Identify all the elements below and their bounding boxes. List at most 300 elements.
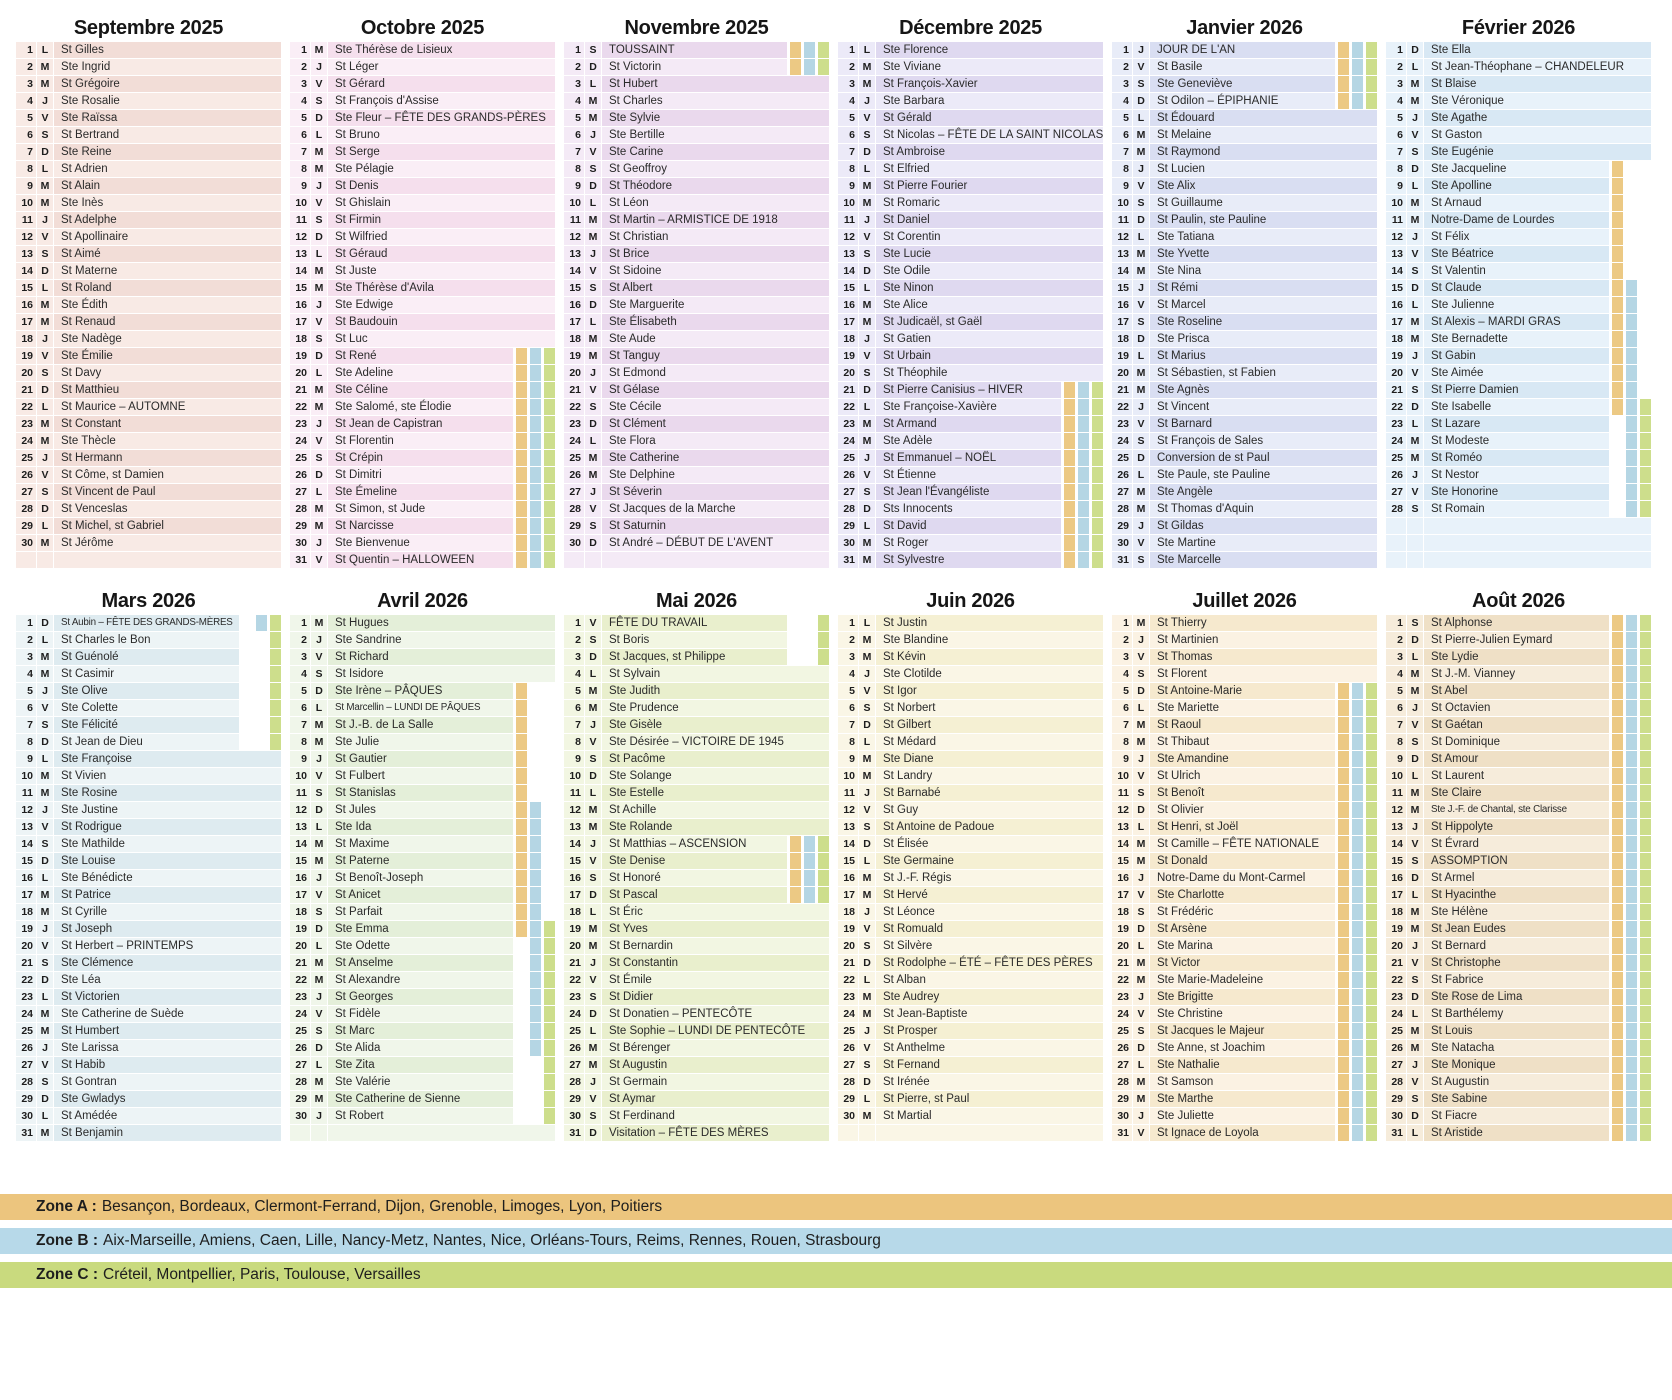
day-number: 2 <box>1386 632 1406 648</box>
day-row <box>290 552 555 568</box>
day-number: 30 <box>290 535 310 551</box>
day-row <box>16 751 281 767</box>
saint-name: St Jules <box>328 802 513 818</box>
zone-b-bar <box>804 42 815 58</box>
day-row <box>1112 484 1377 500</box>
day-row <box>1112 42 1377 58</box>
saint-name: St Gaétan <box>1424 717 1609 733</box>
zone-a-bar <box>1612 1125 1623 1141</box>
zone-b-bar <box>530 751 541 767</box>
day-letter: M <box>37 1125 53 1141</box>
day-number: 30 <box>838 1108 858 1124</box>
saint-name: St Vincent <box>1150 399 1377 415</box>
zone-b-bar <box>1352 1040 1363 1056</box>
saint-name: St Grégoire <box>54 76 281 92</box>
day-letter: V <box>585 853 601 869</box>
zone-a-bar <box>516 921 527 937</box>
day-row <box>290 212 555 228</box>
zone-b-bar <box>1626 467 1637 483</box>
day-row <box>290 518 555 534</box>
day-number: 15 <box>290 280 310 296</box>
zone-a-bar <box>1338 42 1349 58</box>
day-number: 14 <box>564 836 584 852</box>
day-letter: S <box>859 484 875 500</box>
day-row <box>1386 93 1651 109</box>
day-letter: M <box>37 314 53 330</box>
zone-b-bar <box>530 768 541 784</box>
day-number: 25 <box>564 450 584 466</box>
day-number: 3 <box>1386 76 1406 92</box>
day-letter: M <box>37 416 53 432</box>
day-number: 23 <box>564 416 584 432</box>
months-grid-top <box>0 0 1672 569</box>
day-letter: J <box>1133 518 1149 534</box>
day-letter: L <box>585 433 601 449</box>
day-number: 26 <box>1386 467 1406 483</box>
day-number: 23 <box>1386 416 1406 432</box>
day-number: 4 <box>290 93 310 109</box>
zone-a-bar <box>1612 229 1623 245</box>
saint-name: St Jacques, st Philippe <box>602 649 787 665</box>
zone-c-bar <box>1366 1040 1377 1056</box>
day-number: 18 <box>838 904 858 920</box>
saint-name: Ste Tatiana <box>1150 229 1377 245</box>
day-letter: M <box>859 632 875 648</box>
day-letter: L <box>859 734 875 750</box>
saint-name: Ste Marina <box>1150 938 1335 954</box>
saint-name: Ste Émeline <box>328 484 513 500</box>
day-row <box>564 819 829 835</box>
zone-a-bar <box>1064 501 1075 517</box>
zone-c-bar <box>1092 399 1103 415</box>
day-number: 3 <box>838 76 858 92</box>
day-row <box>564 734 829 750</box>
day-row <box>290 683 555 699</box>
zone-c-bar <box>1640 700 1651 716</box>
saint-name: Ste Thérèse de Lisieux <box>328 42 555 58</box>
day-number: 16 <box>16 297 36 313</box>
saint-name: St Matthieu <box>54 382 281 398</box>
day-row <box>838 666 1103 682</box>
saint-name: St Prosper <box>876 1023 1103 1039</box>
zone-c-bar <box>1366 93 1377 109</box>
day-letter: L <box>585 195 601 211</box>
saint-name: St Paterne <box>328 853 513 869</box>
zone-a-bar <box>516 1023 527 1039</box>
day-row <box>1386 666 1651 682</box>
day-row <box>838 42 1103 58</box>
day-letter: V <box>311 76 327 92</box>
day-number: 27 <box>1112 1057 1132 1073</box>
day-number: 29 <box>16 1091 36 1107</box>
day-row <box>564 552 829 568</box>
day-number: 5 <box>16 110 36 126</box>
day-letter: L <box>1133 229 1149 245</box>
saint-name: St Pierre, st Paul <box>876 1091 1103 1107</box>
zone-b-bar <box>1078 518 1089 534</box>
zone-c-bar <box>1640 1125 1651 1141</box>
saint-name: Ste Edwige <box>328 297 555 313</box>
day-letter: J <box>311 751 327 767</box>
saint-name: St Roland <box>54 280 281 296</box>
saint-name: St Raoul <box>1150 717 1335 733</box>
month-mai-2026 <box>564 585 829 1142</box>
saint-name: St Ambroise <box>876 144 1103 160</box>
day-row <box>1386 870 1651 886</box>
day-row <box>838 178 1103 194</box>
day-row <box>838 161 1103 177</box>
saint-name: Ste Bertille <box>602 127 829 143</box>
day-letter: V <box>1407 717 1423 733</box>
day-row <box>290 1091 555 1107</box>
month-title: Mars 2026 <box>101 590 196 612</box>
day-number: 24 <box>290 433 310 449</box>
day-row <box>16 76 281 92</box>
day-row <box>564 178 829 194</box>
day-row <box>564 802 829 818</box>
day-letter: V <box>859 802 875 818</box>
day-number: 17 <box>290 887 310 903</box>
day-letter: L <box>37 399 53 415</box>
day-letter <box>1407 518 1423 534</box>
zone-b-bar <box>1352 955 1363 971</box>
zone-c-bar <box>270 700 281 716</box>
day-number: 27 <box>290 484 310 500</box>
day-letter: V <box>311 887 327 903</box>
day-letter: J <box>1407 938 1423 954</box>
day-letter: D <box>1133 683 1149 699</box>
day-row <box>564 955 829 971</box>
day-number: 14 <box>838 263 858 279</box>
day-number: 8 <box>290 734 310 750</box>
day-row <box>838 802 1103 818</box>
day-letter: D <box>37 615 53 631</box>
saint-name: Ste Ninon <box>876 280 1103 296</box>
zone-c-bar <box>1366 836 1377 852</box>
zone-b-bar <box>1626 700 1637 716</box>
day-row <box>16 1023 281 1039</box>
day-row <box>1112 467 1377 483</box>
zone-b-bar <box>1078 484 1089 500</box>
day-letter: M <box>37 297 53 313</box>
day-row <box>1386 212 1651 228</box>
day-row <box>838 518 1103 534</box>
saint-name: Ste Prisca <box>1150 331 1377 347</box>
day-row <box>838 700 1103 716</box>
day-number: 25 <box>1112 1023 1132 1039</box>
zone-a-bar <box>1612 853 1623 869</box>
zone-a-bar <box>1338 751 1349 767</box>
day-row <box>1386 42 1651 58</box>
day-row <box>838 127 1103 143</box>
day-letter: V <box>37 819 53 835</box>
day-number: 27 <box>564 1057 584 1073</box>
saint-name: St Humbert <box>54 1023 281 1039</box>
day-number: 16 <box>1386 297 1406 313</box>
day-row <box>1386 1091 1651 1107</box>
zone-c-bar <box>818 632 829 648</box>
zone-a-bar <box>516 938 527 954</box>
day-number: 8 <box>1112 734 1132 750</box>
day-letter: V <box>1407 955 1423 971</box>
zone-c-bar <box>1366 870 1377 886</box>
day-row <box>290 836 555 852</box>
saint-name: Ste Juliette <box>1150 1108 1335 1124</box>
day-number: 2 <box>1112 632 1132 648</box>
day-number: 3 <box>564 649 584 665</box>
day-row <box>1386 819 1651 835</box>
day-number: 30 <box>290 1108 310 1124</box>
zone-c-bar <box>1640 989 1651 1005</box>
zones-legend <box>0 1194 1672 1296</box>
day-letter: M <box>1407 1023 1423 1039</box>
zone-c-bar <box>1640 1108 1651 1124</box>
day-number: 10 <box>564 195 584 211</box>
saint-name: St Émile <box>602 972 829 988</box>
day-letter: J <box>37 212 53 228</box>
day-row <box>16 853 281 869</box>
day-letter: J <box>1407 110 1423 126</box>
zone-c-bar <box>1640 887 1651 903</box>
day-number: 9 <box>564 178 584 194</box>
zone-c-bar <box>544 348 555 364</box>
zone-b-bar <box>1626 887 1637 903</box>
day-number: 25 <box>290 450 310 466</box>
day-letter: V <box>311 768 327 784</box>
day-letter: M <box>1133 1091 1149 1107</box>
zone-b-bar <box>804 649 815 665</box>
zone-c-bar <box>544 484 555 500</box>
day-number: 15 <box>838 280 858 296</box>
day-row <box>1386 1006 1651 1022</box>
day-letter: M <box>585 921 601 937</box>
zone-c-bar <box>1092 382 1103 398</box>
zone-b-bar <box>1626 904 1637 920</box>
day-letter: L <box>1133 819 1149 835</box>
day-row <box>564 518 829 534</box>
saint-name: St Marius <box>1150 348 1377 364</box>
day-letter: S <box>37 717 53 733</box>
saint-name: St Marc <box>328 1023 513 1039</box>
zone-a-cities: Besançon, Bordeaux, Clermont-Ferrand, Dijon, Grenoble, Limoges, Lyon, Poitiers <box>101 1198 663 1215</box>
day-number: 29 <box>16 518 36 534</box>
zone-c-bar <box>1366 904 1377 920</box>
day-number <box>1386 552 1406 568</box>
day-letter: D <box>37 972 53 988</box>
saint-name: St Denis <box>328 178 555 194</box>
day-letter: J <box>585 365 601 381</box>
day-row <box>564 399 829 415</box>
day-letter: M <box>585 683 601 699</box>
day-letter: M <box>1133 263 1149 279</box>
day-number: 31 <box>1112 1125 1132 1141</box>
zone-a-bar <box>1338 1006 1349 1022</box>
saint-name <box>1424 535 1651 551</box>
day-number: 24 <box>1112 1006 1132 1022</box>
saint-name: Ste Amandine <box>1150 751 1335 767</box>
day-row <box>838 1057 1103 1073</box>
day-letter: M <box>311 382 327 398</box>
day-letter: J <box>1133 989 1149 1005</box>
saint-name: St Gontran <box>54 1074 281 1090</box>
zone-a-bar <box>1612 632 1623 648</box>
day-row <box>564 1074 829 1090</box>
zone-b-bar <box>530 972 541 988</box>
day-number: 2 <box>290 59 310 75</box>
zone-a-bar <box>1612 178 1623 194</box>
day-number: 4 <box>16 93 36 109</box>
day-row <box>290 433 555 449</box>
day-letter: V <box>1407 836 1423 852</box>
zone-b-bar <box>1352 59 1363 75</box>
day-number: 21 <box>838 382 858 398</box>
day-number: 20 <box>290 938 310 954</box>
saint-name: Ste Germaine <box>876 853 1103 869</box>
day-letter <box>859 1125 875 1141</box>
day-row <box>1112 938 1377 954</box>
zone-b-bar <box>1352 700 1363 716</box>
zone-c-bar <box>1640 1006 1651 1022</box>
zone-c-legend <box>0 1262 1672 1288</box>
day-row <box>1112 1040 1377 1056</box>
day-number: 9 <box>290 178 310 194</box>
month-title: Septembre 2025 <box>73 17 224 39</box>
day-number: 22 <box>1386 972 1406 988</box>
saint-name: St Parfait <box>328 904 513 920</box>
day-letter: J <box>859 785 875 801</box>
day-letter: L <box>311 1057 327 1073</box>
zone-b-bar <box>1626 938 1637 954</box>
day-letter: M <box>859 416 875 432</box>
day-number: 27 <box>838 1057 858 1073</box>
zone-a-bar <box>1338 717 1349 733</box>
day-letter: L <box>585 314 601 330</box>
day-number: 8 <box>838 734 858 750</box>
zone-c-bar <box>544 972 555 988</box>
day-number: 17 <box>1112 314 1132 330</box>
day-letter: M <box>1133 365 1149 381</box>
day-letter: M <box>1133 717 1149 733</box>
day-row <box>838 348 1103 364</box>
day-number: 20 <box>1386 938 1406 954</box>
day-row <box>564 870 829 886</box>
day-row <box>564 649 829 665</box>
day-number: 14 <box>290 836 310 852</box>
day-row <box>1112 870 1377 886</box>
saint-name: St Norbert <box>876 700 1103 716</box>
zone-c-bar <box>1640 280 1651 296</box>
zone-b-bar <box>256 700 267 716</box>
day-letter: S <box>311 450 327 466</box>
day-row <box>1112 195 1377 211</box>
day-row <box>564 59 829 75</box>
day-number: 5 <box>564 110 584 126</box>
zone-c-bar <box>1366 76 1377 92</box>
day-number: 28 <box>16 1074 36 1090</box>
day-number: 8 <box>564 161 584 177</box>
day-row <box>290 870 555 886</box>
zone-b-bar <box>1352 819 1363 835</box>
day-letter: M <box>311 518 327 534</box>
day-row <box>564 1006 829 1022</box>
saint-name: St Barthélemy <box>1424 1006 1609 1022</box>
saint-name: Ste Émilie <box>54 348 281 364</box>
day-letter: D <box>311 467 327 483</box>
day-row <box>1386 382 1651 398</box>
saint-name: Ste Lydie <box>1424 649 1609 665</box>
day-row <box>564 161 829 177</box>
zone-b-bar <box>1626 921 1637 937</box>
zone-b-bar <box>1626 450 1637 466</box>
zone-a-bar <box>242 717 253 733</box>
month-octobre-2025 <box>290 12 555 569</box>
day-letter: M <box>585 348 601 364</box>
saint-name: Ste Ida <box>328 819 513 835</box>
day-letter: J <box>1133 1108 1149 1124</box>
day-letter: D <box>1133 212 1149 228</box>
zone-c-bar <box>1640 768 1651 784</box>
zone-a-bar <box>1612 433 1623 449</box>
saint-name: St Matthias – ASCENSION <box>602 836 787 852</box>
day-row <box>290 144 555 160</box>
day-number: 29 <box>838 1091 858 1107</box>
saint-name: St Théophile <box>876 365 1103 381</box>
zone-b-bar <box>1626 785 1637 801</box>
saint-name: Ste Lucie <box>876 246 1103 262</box>
saint-name: St Michel, st Gabriel <box>54 518 281 534</box>
zone-b-bar <box>1626 178 1637 194</box>
day-letter: V <box>585 144 601 160</box>
day-row <box>16 1074 281 1090</box>
saint-name: St Emmanuel – NOËL <box>876 450 1061 466</box>
day-number: 22 <box>290 399 310 415</box>
saint-name: St Jean-Baptiste <box>876 1006 1103 1022</box>
day-row <box>838 649 1103 665</box>
day-row <box>564 76 829 92</box>
day-letter: S <box>311 1023 327 1039</box>
day-row <box>564 751 829 767</box>
day-row <box>1386 972 1651 988</box>
saint-name: Ste Aude <box>602 331 829 347</box>
zone-c-bar <box>1640 853 1651 869</box>
day-row <box>1386 297 1651 313</box>
day-row <box>290 110 555 126</box>
zone-b-bar <box>530 1040 541 1056</box>
day-letter: D <box>37 1091 53 1107</box>
day-number: 11 <box>564 212 584 228</box>
day-number: 25 <box>1386 450 1406 466</box>
day-letter: S <box>37 484 53 500</box>
day-row <box>16 615 281 631</box>
zone-b-bar <box>530 467 541 483</box>
day-number: 1 <box>16 615 36 631</box>
day-letter: M <box>1407 433 1423 449</box>
saint-name: St Arnaud <box>1424 195 1609 211</box>
day-number: 20 <box>1112 365 1132 381</box>
zone-c-bar <box>1092 552 1103 568</box>
zone-a-bar <box>516 683 527 699</box>
zone-c-bar <box>544 1023 555 1039</box>
day-row <box>1386 161 1651 177</box>
day-number: 12 <box>1112 802 1132 818</box>
day-letter: M <box>311 399 327 415</box>
saint-name: St Gérald <box>876 110 1103 126</box>
day-number: 22 <box>564 972 584 988</box>
day-letter: M <box>1133 501 1149 517</box>
saint-name: Ste Honorine <box>1424 484 1609 500</box>
day-row <box>16 938 281 954</box>
day-letter: S <box>1407 853 1423 869</box>
